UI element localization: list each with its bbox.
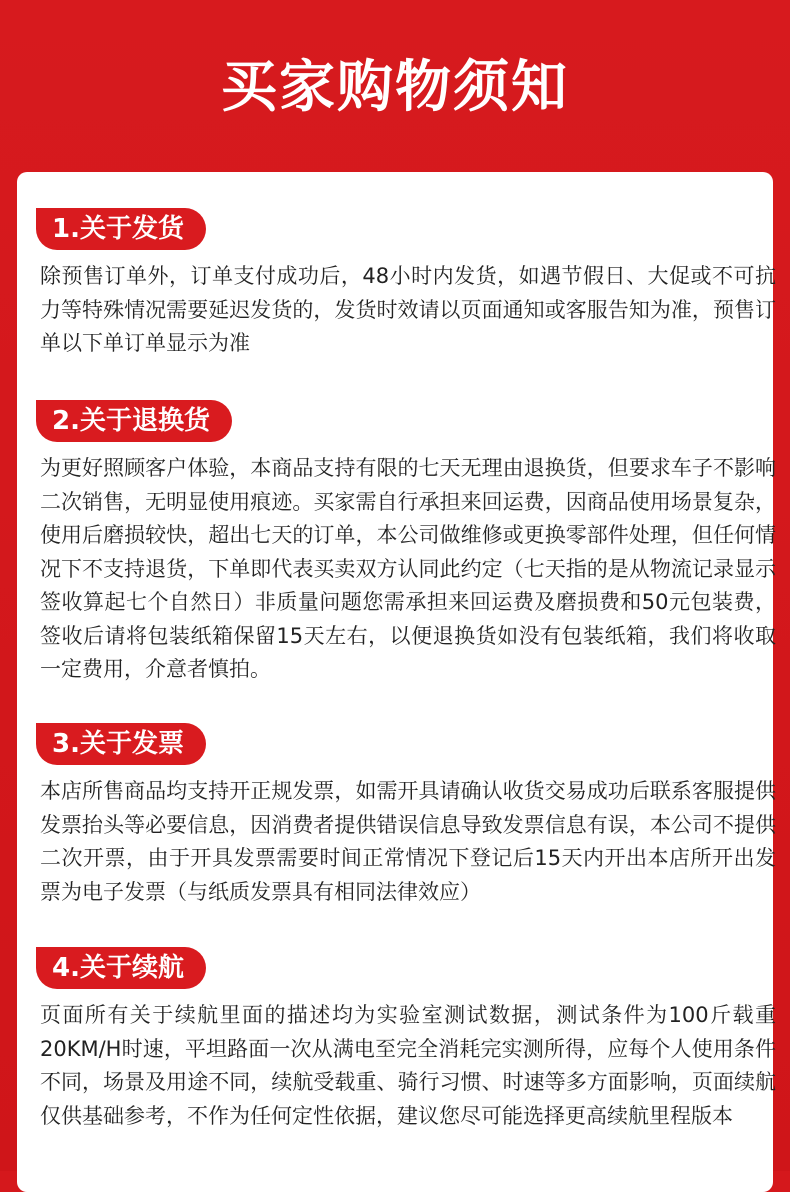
section-range <box>36 947 776 1133</box>
section-body-returns: 为更好照顾客户体验，本商品支持有限的七天无理由退换货，但要求车子不影响二次销售，无明显使用痕迹。买家需自行承担来回运费，因商品使用场景复杂，使用后磨损较快，超出七天的订单，本公司做维修或更换零部件处理，但任何情况下不支持退货，下单即代表买卖双方认同此约定（七天指的是从物流记录显示签收算起七个自然日）非质量问题您需承担来回运费及磨损费和50元包装费，签收后请将包装纸箱保留15天左右，以便退换货如没有包装纸箱，我们将收取一定费用，介意者慎拍。 <box>40 456 776 681</box>
section-body-range: 页面所有关于续航里面的描述均为实验室测试数据，测试条件为100斤载重20KM/H时速，平坦路面一次从满电至完全消耗完实测所得，应每个人使用条件不同，场景及用途不同，续航受载重、骑行习惯、时速等多方面影响，页面续航仅供基础参考，不作为任何定性依据，建议您尽可能选择更高续航里程版本 <box>40 1003 776 1128</box>
section-heading-invoice: 3.关于发票 <box>36 723 206 765</box>
section-shipping <box>36 208 776 361</box>
page-title: 买家购物须知 <box>221 55 569 120</box>
section-body-invoice: 本店所售商品均支持开正规发票，如需开具请确认收货交易成功后联系客服提供发票抬头等必要信息，因消费者提供错误信息导致发票信息有误，本公司不提供二次开票，由于开具发票需要时间正常情况下登记后15天内开出本店所开出发票为电子发票（与纸质发票具有相同法律效应） <box>40 779 776 904</box>
section-returns <box>36 400 776 687</box>
section-body-shipping: 除预售订单外，订单支付成功后，48小时内发货，如遇节假日、大促或不可抗力等特殊情况需要延迟发货的，发货时效请以页面通知或客服告知为准，预售订单以下单订单显示为准 <box>40 264 776 355</box>
section-heading-returns: 2.关于退换货 <box>36 400 232 442</box>
section-heading-shipping: 1.关于发货 <box>36 208 206 250</box>
section-invoice <box>36 723 776 909</box>
section-heading-range: 4.关于续航 <box>36 947 206 989</box>
notice-card <box>17 172 776 1192</box>
